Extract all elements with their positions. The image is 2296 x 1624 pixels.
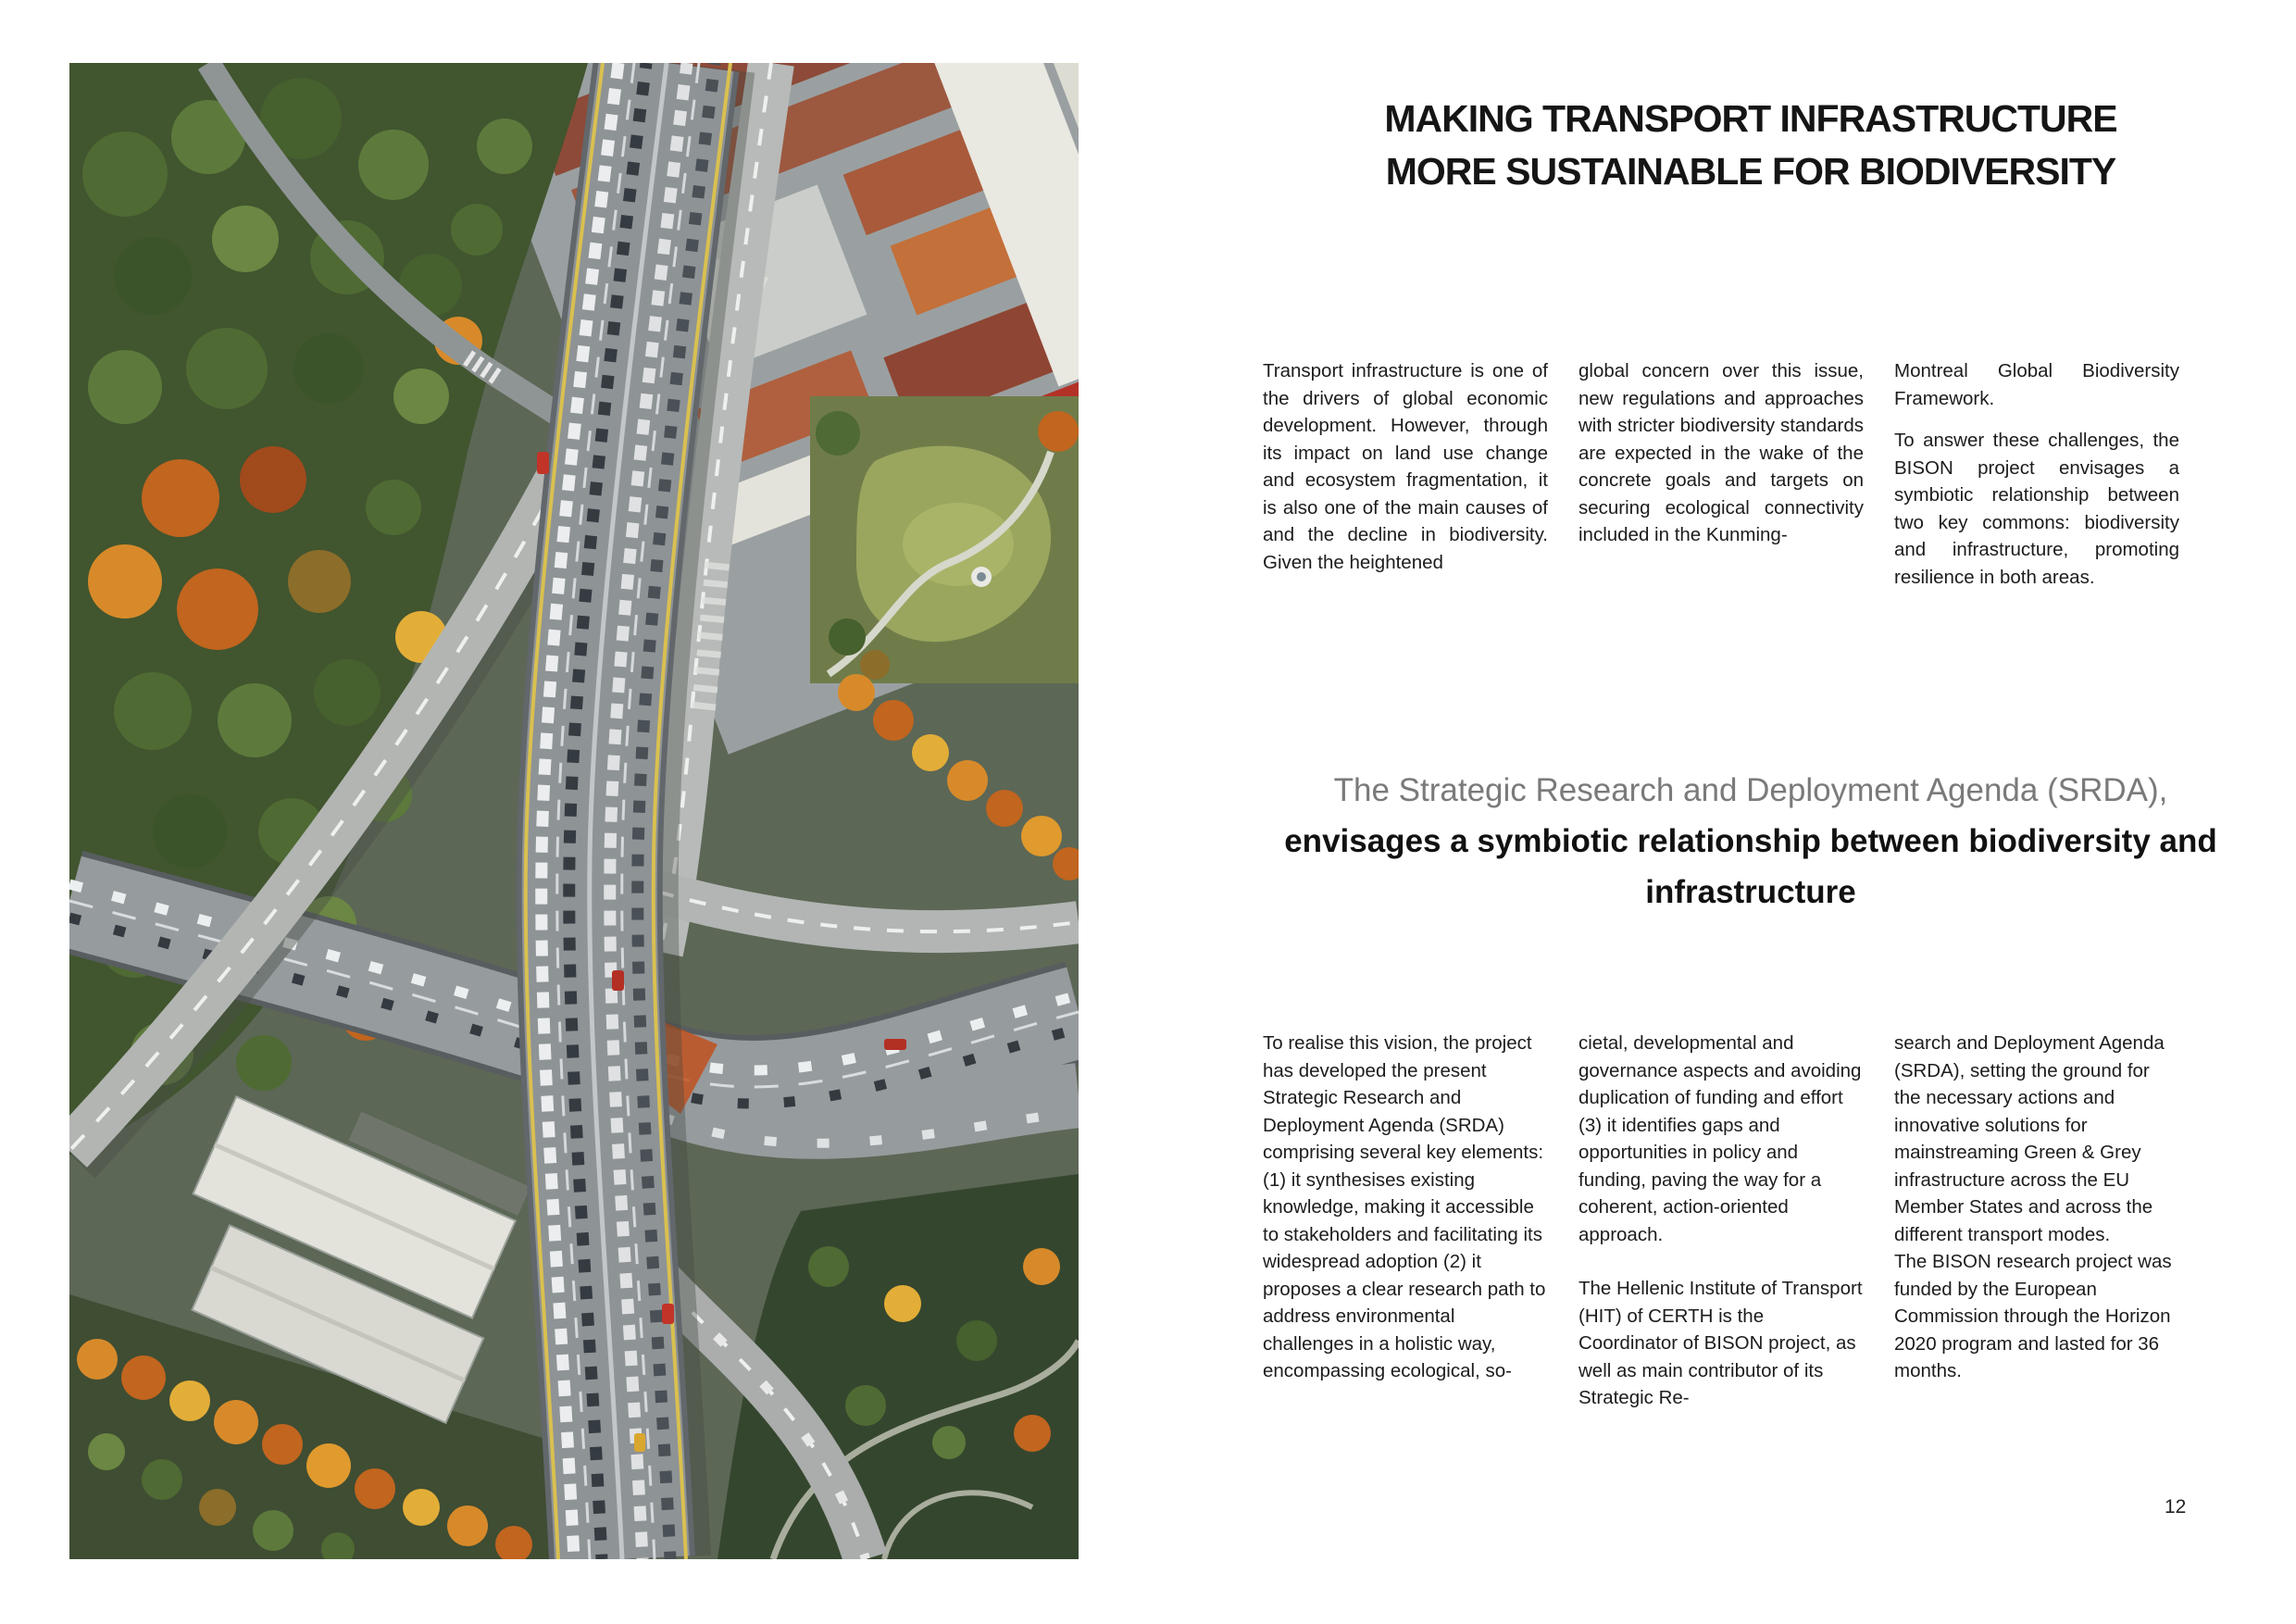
article — [1261, 0, 2240, 1624]
paragraph: Montreal Global Biodiversity Framework. — [1894, 360, 2179, 409]
intro-column-1 — [1263, 357, 1548, 591]
aerial-interchange-photo — [69, 63, 1079, 1559]
paragraph: To realise this vision, the project has developed the present Strategic Research and Deployment Agenda (SRDA) comprising several key elements: (1) it synthesises existing knowledge, making it accessible to stakeholders and facilitating its widespread adoption (2) it proposes a clear research path to address environmental challenges in a holistic way, encompassing ecological, so- — [1263, 1032, 1546, 1381]
paragraph: cietal, developmental and governance aspects and avoiding duplication of funding and effort (3) it identifies gaps and opportunities in policy and funding, paving the way for a coherent, action-oriented approach. — [1578, 1032, 1862, 1245]
body-column-3 — [1894, 1030, 2179, 1412]
paragraph: Transport infrastructure is one of the drivers of global economic development. However, through its impact on land use change and ecosystem fragmentation, it is also one of the main causes of and the decline in biodiversity. Given the heightened — [1263, 360, 1548, 573]
paragraph: The Hellenic Institute of Transport (HIT) of CERTH is the Coordinator of BISON project, as well as main contributor of its Strategic Re- — [1578, 1278, 1863, 1408]
aerial-photo-graphic — [69, 63, 1079, 1559]
title-line-2: MORE SUSTAINABLE FOR BIODIVERSITY — [1385, 150, 2116, 193]
body-columns — [1263, 1030, 2179, 1412]
title-line-1: MAKING TRANSPORT INFRASTRUCTURE — [1384, 97, 2117, 140]
article-title — [1261, 93, 2240, 198]
paragraph: search and Deployment Agenda (SRDA), setting the ground for the necessary actions and innovative solutions for mainstreaming Green & Grey infrastructure across the EU Member States and across the different transport modes. — [1894, 1032, 2165, 1245]
pull-quote-bold: envisages a symbiotic relationship between biodiversity and infrastructure — [1284, 823, 2217, 910]
pull-quote — [1261, 765, 2240, 918]
paragraph: global concern over this issue, new regulations and approaches with stricter biodiversity standards are expected in the wake of the concrete goals and targets on securing ecological connectivity included in the Kunming- — [1578, 360, 1864, 545]
park-lawn — [810, 396, 1079, 683]
intro-column-3 — [1894, 357, 2179, 591]
paragraph: To answer these challenges, the BISON project envisages a symbiotic relationship between two key commons: biodiversity and infrastructure, promoting resilience in both areas. — [1894, 430, 2179, 588]
page-number: 12 — [2165, 1496, 2187, 1518]
body-column-2 — [1578, 1030, 1864, 1412]
pull-quote-light: The Strategic Research and Deployment Agenda (SRDA), — [1333, 772, 2168, 808]
paragraph: The BISON research project was funded by the European Commission through the Horizon 2020 program and lasted for 36 months. — [1894, 1251, 2172, 1381]
intro-columns — [1263, 357, 2179, 591]
intro-column-2 — [1578, 357, 1864, 591]
body-column-1 — [1263, 1030, 1548, 1412]
